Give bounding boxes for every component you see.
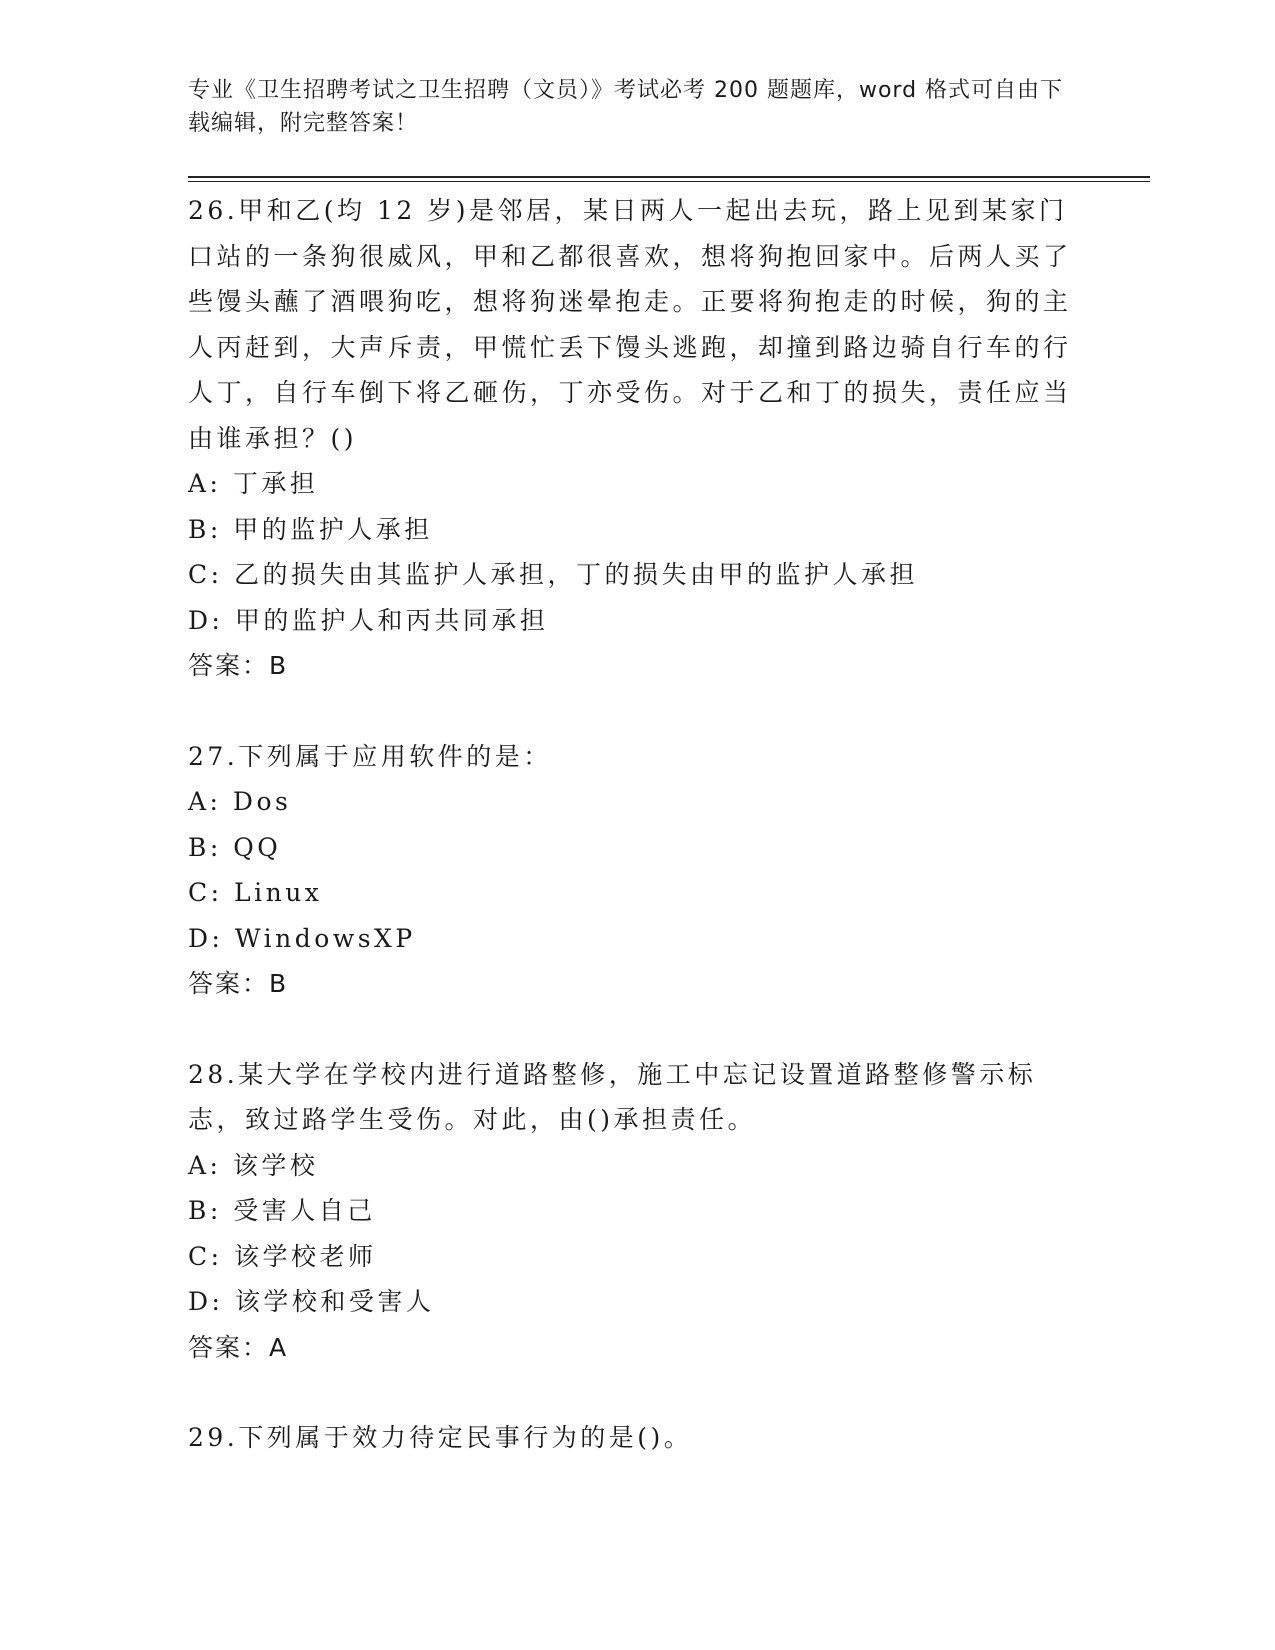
option-c: C: 该学校老师: [188, 1241, 377, 1271]
question-list: [188, 188, 1088, 1461]
option-b: B: 受害人自己: [188, 1196, 376, 1225]
question-29: [188, 1415, 1088, 1461]
header-divider-thin: [188, 181, 1150, 182]
option-c: C: 乙的损失由其监护人承担，丁的损失由甲的监护人承担: [188, 560, 919, 589]
question-text: 29.下列属于效力待定民事行为的是()。: [188, 1423, 693, 1452]
option-a: A: Dos: [188, 787, 292, 816]
option-a: A: 该学校: [188, 1150, 319, 1180]
option-d: D: WindowsXP: [188, 923, 416, 953]
question-28: [188, 1052, 1088, 1371]
question-text: 26.甲和乙(均 12 岁)是邻居，某日两人一起出去玩，路上见到某家门口站的一条狗很威风，甲和乙都很喜欢，想将狗抱回家中。后两人买了些馒头蘸了酒喂狗吃，想将狗迷晕抱走。正要将狗抱走的时候，狗的主人丙赶到，大声斥责，甲慌忙丢下馒头逃跑，却撞到路边骑自行车的行人丁，自行车倒下将乙砸伤，丁亦受伤。对于乙和丁的损失，责任应当由谁承担？(): [188, 196, 1072, 453]
question-text: 27.下列属于应用软件的是：: [188, 741, 552, 771]
document-header-title: 专业《卫生招聘考试之卫生招聘（文员）》考试必考 200 题题库，word 格式可自由下载编辑，附完整答案！: [188, 78, 1064, 136]
answer-label: 答案：B: [188, 651, 289, 680]
option-d: D: 该学校和受害人: [188, 1287, 435, 1316]
option-b: B: QQ: [188, 832, 282, 862]
header-divider-thick: [188, 176, 1150, 178]
spacer: [188, 689, 1088, 734]
option-d: D: 甲的监护人和丙共同承担: [188, 605, 549, 635]
question-26: [188, 188, 1088, 689]
answer-label: 答案：A: [188, 1332, 289, 1362]
option-c: C: Linux: [188, 878, 323, 907]
spacer: [188, 1370, 1088, 1415]
option-a: A: 丁承担: [188, 469, 319, 498]
answer-label: 答案：B: [188, 969, 289, 998]
question-text: 28.某大学在学校内进行道路整修，施工中忘记设置道路整修警示标志，致过路学生受伤。对此，由()承担责任。: [188, 1059, 1037, 1134]
spacer: [188, 1007, 1088, 1052]
question-27: [188, 734, 1088, 1007]
option-b: B: 甲的监护人承担: [188, 514, 433, 544]
